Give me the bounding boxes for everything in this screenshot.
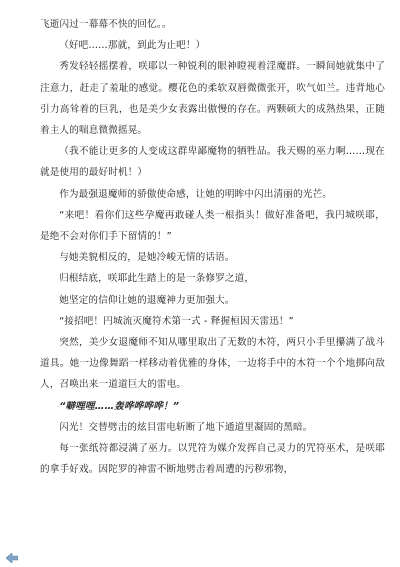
- paragraph: 作为最强退魔师的骄傲使命感，让她的明眸中闪出清丽的光芒。: [59, 188, 333, 200]
- paragraph: 飞逝闪过一幕幕不快的回忆。。: [40, 19, 172, 30]
- paragraph: 突然，美少女退魔师不知从哪里取出了无数的木符，两只小手里攥满了战斗道具。她一边像舞蹈一样移动着优雅的身体，一边将手中的木符一个个地掷向敌人，召唤出来一道道巨大的雷电。: [40, 337, 385, 391]
- paragraph: 秀发轻轻摇摆着，咲耶以一种锐利的眼神瞪视着淫魔群。一瞬间她就集中了注意力，赶走了羞耻的感觉。樱花色的柔软双唇微微张开，吹气如兰。违背地心引力高耸着的巨乳，也是美少女表露出傲慢的存在。两颗硕大的成熟热果，正随着主人的喘息微微摇晃。: [40, 61, 385, 137]
- arrow-left-icon-graphic: [6, 553, 18, 563]
- paragraph: 她坚定的信仰让她的退魔神力更加强大。: [59, 294, 235, 306]
- arrow-left-icon[interactable]: [6, 548, 18, 558]
- document-body: [40, 14, 385, 480]
- paragraph: “接招吧！円城流灭魔符术第一式 - 释握桓因天雷迅！”: [59, 315, 294, 327]
- paragraph: 归根结底，咲耶此生踏上的是一条修罗之道，: [59, 273, 255, 285]
- paragraph: （我不能让更多的人变成这群卑鄙魔物的牺牲品。我天赐的巫力啊……现在就是使用的最好时机！）: [40, 146, 385, 179]
- paragraph: 与她美貌相反的，是她冷峻无情的话语。: [59, 252, 235, 264]
- paragraph: “来吧！看你们这些孕魔再敢碰人类一根指头！做好准备吧，我円城咲耶，是绝不会对你们手下留情的！”: [40, 209, 385, 243]
- paragraph: （好吧……那就，到此为止吧！）: [59, 40, 206, 52]
- paragraph: 闪光！交替劈击的炫目雷电斩断了地下通道里凝固的黑暗。: [59, 421, 313, 433]
- paragraph: 每一张纸符都浸满了巫力。以咒符为媒介发挥自己灵力的咒符巫术，是咲耶的拿手好戏。因陀罗的神雷不断地劈击着周遭的污秽邪物，: [40, 443, 385, 476]
- sound-effect-line: “噼哩哩……轰哗哗哗哗！”: [59, 400, 180, 412]
